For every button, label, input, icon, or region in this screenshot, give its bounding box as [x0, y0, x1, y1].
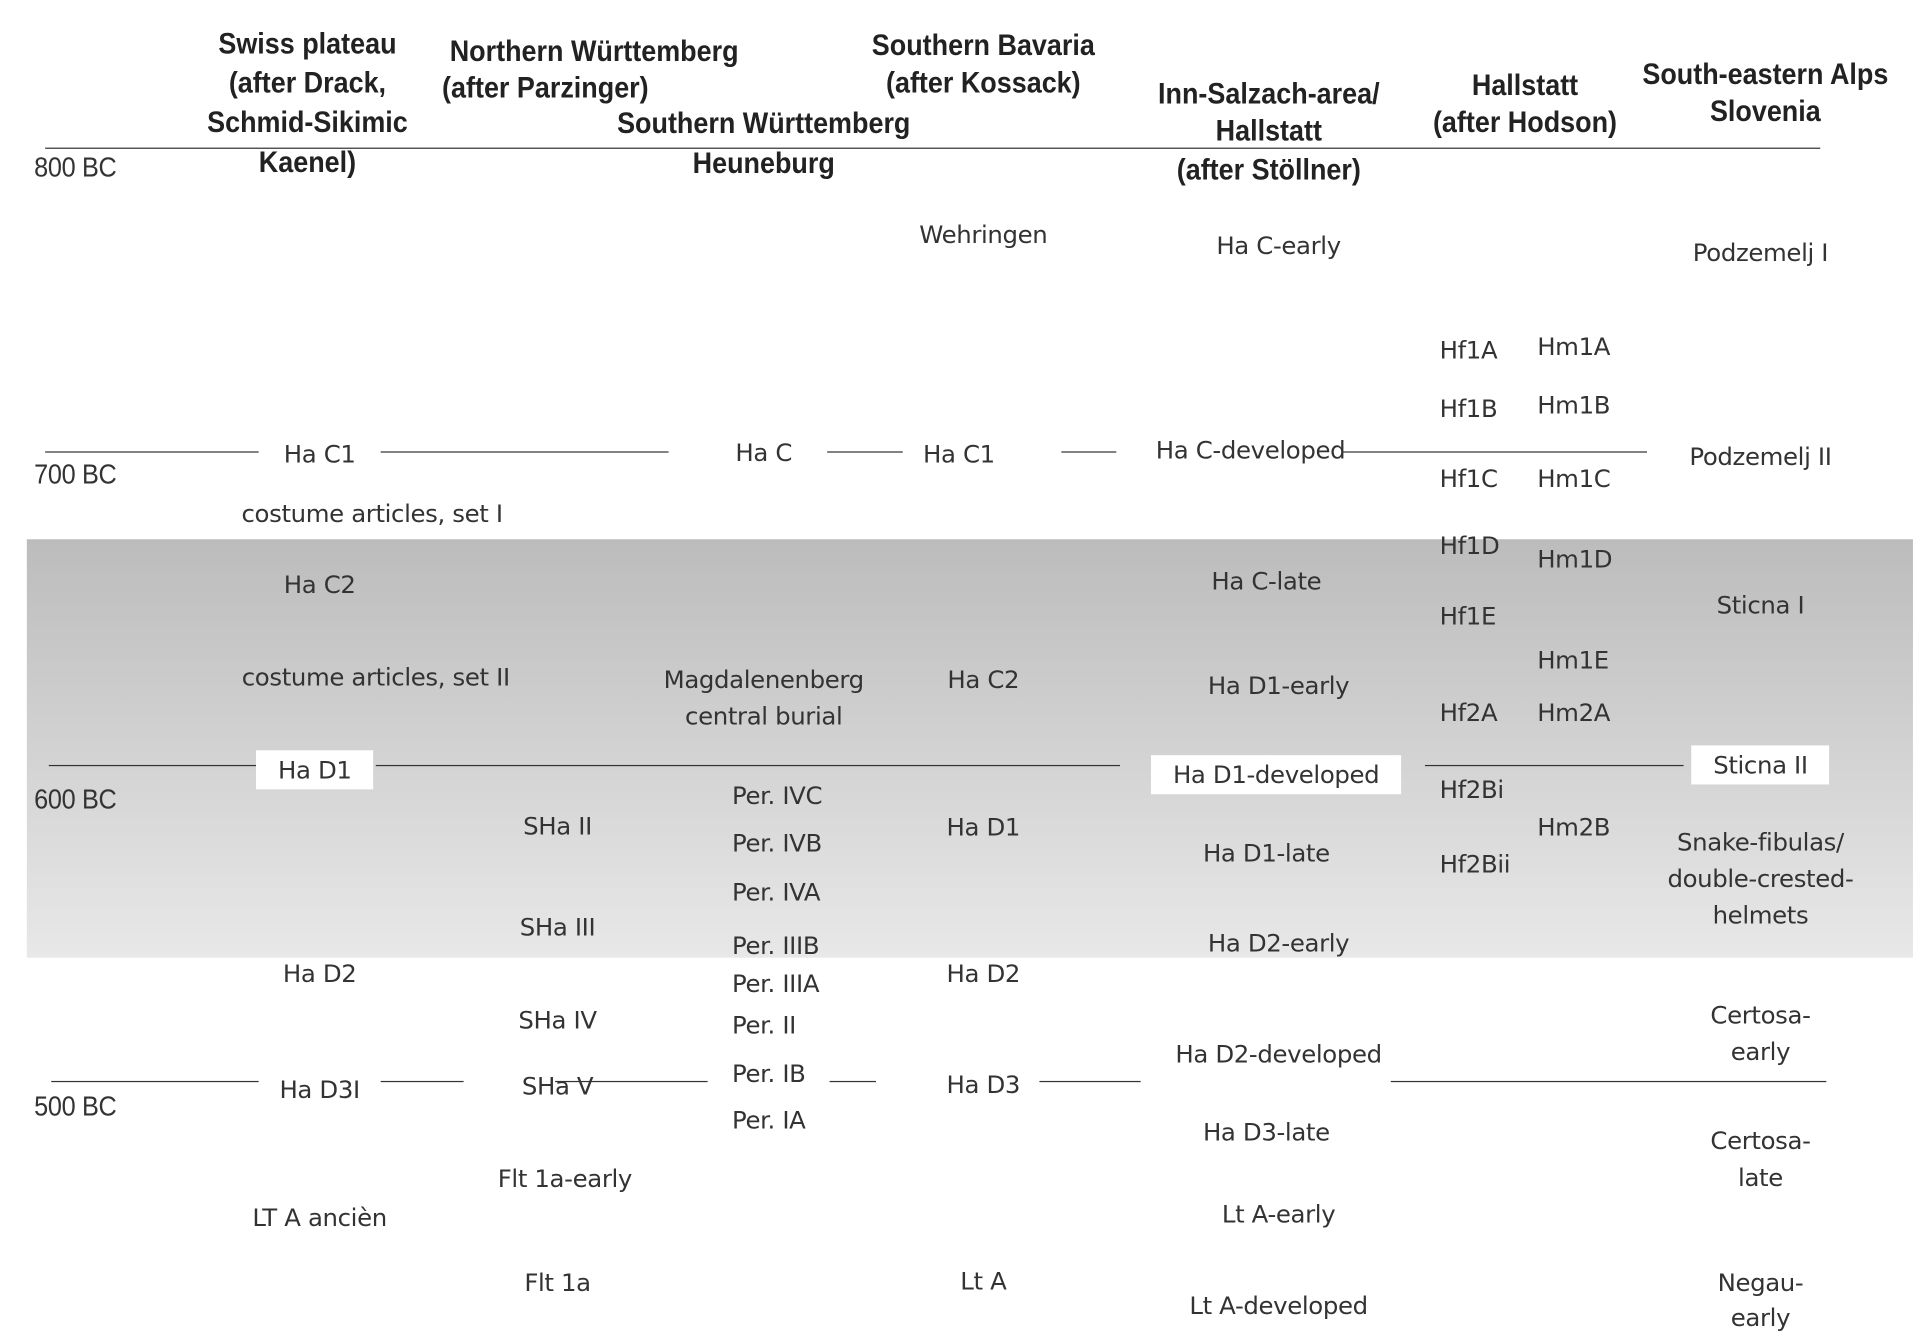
- phase-label-south_wuerttemberg: Per. IB: [732, 1058, 806, 1089]
- phase-label-south_wuerttemberg: central burial: [685, 701, 843, 731]
- phase-label-swiss: costume articles, set II: [241, 662, 510, 692]
- phase-label-bavaria: Ha D3: [946, 1069, 1021, 1100]
- phase-label-swiss: Ha C1: [283, 439, 356, 469]
- phase-label-inn_salzach: Ha D2-early: [1207, 928, 1350, 958]
- phase-label-hallstatt_f: Hf2A: [1439, 697, 1498, 728]
- phase-label-swiss: LT A ancièn: [252, 1202, 387, 1233]
- period-boundary-line: [1425, 765, 1684, 766]
- column-header-swiss: Schmid-Sikimic: [207, 106, 408, 140]
- period-boundary-line: [1039, 1081, 1140, 1082]
- phase-label-inn_salzach: Lt A-developed: [1189, 1290, 1368, 1321]
- phase-label-hallstatt_f: Hf2Bi: [1439, 774, 1504, 804]
- phase-label-slovenia: late: [1738, 1162, 1783, 1192]
- phase-label-hallstatt_m: Hm1C: [1537, 463, 1611, 493]
- period-boundary-line: [827, 451, 903, 452]
- period-boundary-line: [381, 451, 669, 452]
- column-header-inn_salzach: Inn-Salzach-area/: [1158, 78, 1380, 112]
- column-header-north_wuerttemberg: (after Parzinger): [442, 71, 649, 105]
- period-boundary-line: [1391, 1081, 1827, 1082]
- phase-label-swiss: Ha C2: [283, 569, 356, 600]
- date-axis-label: 800 BC: [34, 150, 117, 183]
- column-header-swiss: Kaenel): [258, 146, 357, 180]
- phase-label-south_wuerttemberg: Magdalenenberg: [663, 664, 864, 695]
- phase-label-slovenia: double-crested-: [1667, 863, 1854, 894]
- phase-label-swiss: Ha D3I: [279, 1074, 360, 1105]
- phase-label-hallstatt_f: Hf2Bii: [1439, 849, 1511, 879]
- phase-label-hallstatt_f: Hf1C: [1439, 463, 1498, 493]
- phase-label-north_wuerttemberg: SHa IV: [518, 1005, 597, 1035]
- period-boundary-line: [45, 451, 259, 452]
- phase-label-slovenia: Certosa-: [1710, 1000, 1811, 1030]
- phase-label-slovenia: Sticna I: [1716, 590, 1805, 620]
- column-header-bavaria: (after Kossack): [886, 67, 1081, 101]
- phase-label-slovenia: Podzemelj II: [1689, 441, 1832, 471]
- phase-label-inn_salzach: Ha C-early: [1216, 230, 1341, 260]
- phase-label-hallstatt_m: Hm1B: [1537, 390, 1611, 420]
- phase-label-hallstatt_f: Hf1B: [1439, 394, 1498, 424]
- phase-label-hallstatt_f: Hf1E: [1439, 601, 1497, 631]
- phase-label-hallstatt_m: Hm1A: [1537, 331, 1611, 362]
- phase-label-south_wuerttemberg: Per. II: [732, 1010, 796, 1040]
- column-header-swiss: Swiss plateau: [218, 28, 397, 61]
- phase-label-swiss: Ha D2: [282, 958, 357, 989]
- phase-label-slovenia: Negau-: [1717, 1267, 1804, 1297]
- period-boundary-line: [376, 765, 1120, 766]
- phase-label-slovenia: Podzemelj I: [1692, 237, 1829, 268]
- date-axis-label: 600 BC: [34, 782, 117, 815]
- column-header-south_wuerttemberg: Southern Württemberg: [617, 107, 911, 141]
- phase-label-slovenia: helmets: [1712, 900, 1809, 930]
- period-boundary-line: [51, 1081, 258, 1082]
- phase-label-south_wuerttemberg: Per. IIIA: [732, 968, 820, 998]
- period-boundary-line: [830, 1081, 876, 1082]
- phase-label-hallstatt_m: Hm1E: [1537, 645, 1609, 675]
- phase-label-inn_salzach: Ha C-developed: [1155, 435, 1346, 465]
- phase-label-south_wuerttemberg: Ha C: [735, 437, 793, 468]
- column-header-bavaria: Southern Bavaria: [871, 29, 1095, 63]
- phase-label-south_wuerttemberg: Per. IVB: [732, 828, 822, 858]
- phase-label-hallstatt_m: Hm2A: [1537, 697, 1611, 728]
- phase-label-inn_salzach: Ha D1-developed: [1151, 755, 1401, 794]
- phase-label-north_wuerttemberg: SHa V: [521, 1071, 594, 1101]
- phase-label-north_wuerttemberg: Flt 1a-early: [497, 1163, 632, 1194]
- phase-label-bavaria: Ha C1: [923, 439, 995, 469]
- phase-label-south_wuerttemberg: Per. IA: [732, 1105, 806, 1135]
- column-header-swiss: (after Drack,: [228, 67, 387, 101]
- phase-label-hallstatt_m: Hm1D: [1537, 544, 1613, 574]
- phase-label-hallstatt_f: Hf1A: [1439, 335, 1498, 365]
- phase-label-inn_salzach: Ha D1-early: [1207, 671, 1350, 701]
- phase-label-hallstatt_f: Hf1D: [1439, 530, 1500, 560]
- column-header-north_wuerttemberg: Northern Württemberg: [449, 35, 739, 69]
- phase-label-inn_salzach: Ha C-late: [1211, 566, 1322, 596]
- phase-label-inn_salzach: Ha D2-developed: [1175, 1039, 1382, 1069]
- date-axis-label: 500 BC: [34, 1090, 117, 1122]
- column-header-hallstatt: (after Hodson): [1432, 106, 1618, 140]
- phase-label-swiss: Ha D1: [256, 750, 373, 789]
- phase-label-slovenia: Certosa-: [1710, 1126, 1811, 1156]
- phase-label-slovenia: Sticna II: [1691, 745, 1829, 784]
- phase-label-south_wuerttemberg: Per. IVC: [732, 780, 823, 811]
- phase-label-hallstatt_m: Hm2B: [1537, 812, 1611, 842]
- period-boundary-line: [381, 1081, 464, 1082]
- period-boundary-line: [1061, 451, 1116, 452]
- phase-label-bavaria: Lt A: [960, 1266, 1007, 1296]
- phase-label-inn_salzach: Ha D3-late: [1202, 1117, 1330, 1147]
- period-boundary-line: [49, 765, 256, 766]
- phase-label-slovenia: early: [1730, 1302, 1791, 1332]
- phase-label-swiss: costume articles, set I: [241, 498, 503, 529]
- phase-label-north_wuerttemberg: Flt 1a: [524, 1267, 591, 1297]
- phase-label-north_wuerttemberg: SHa II: [523, 811, 592, 841]
- column-header-slovenia: South-eastern Alps: [1642, 58, 1889, 92]
- period-boundary-line: [1342, 451, 1647, 452]
- date-axis-label: 700 BC: [34, 458, 117, 490]
- phase-label-south_wuerttemberg: Per. IVA: [732, 877, 821, 907]
- phase-label-bavaria: Ha D2: [946, 958, 1021, 989]
- phase-label-slovenia: early: [1730, 1037, 1791, 1067]
- phase-label-bavaria: Ha C2: [947, 664, 1020, 695]
- column-header-hallstatt: Hallstatt: [1471, 69, 1579, 103]
- column-header-inn_salzach: Hallstatt: [1215, 114, 1322, 148]
- shaded-period-band: [27, 539, 1913, 957]
- phase-label-bavaria: Ha D1: [946, 812, 1021, 842]
- phase-label-inn_salzach: Lt A-early: [1221, 1199, 1336, 1229]
- column-header-slovenia: Slovenia: [1709, 95, 1821, 129]
- phase-label-slovenia: Snake-fibulas/: [1677, 827, 1844, 857]
- phase-label-inn_salzach: Ha D1-late: [1202, 838, 1330, 868]
- column-header-inn_salzach: (after Stöllner): [1176, 153, 1361, 187]
- phase-label-south_wuerttemberg: Per. IIIB: [732, 930, 820, 961]
- column-header-south_wuerttemberg: Heuneburg: [692, 147, 835, 181]
- phase-label-bavaria: Wehringen: [919, 219, 1048, 249]
- phase-label-north_wuerttemberg: SHa III: [519, 912, 596, 942]
